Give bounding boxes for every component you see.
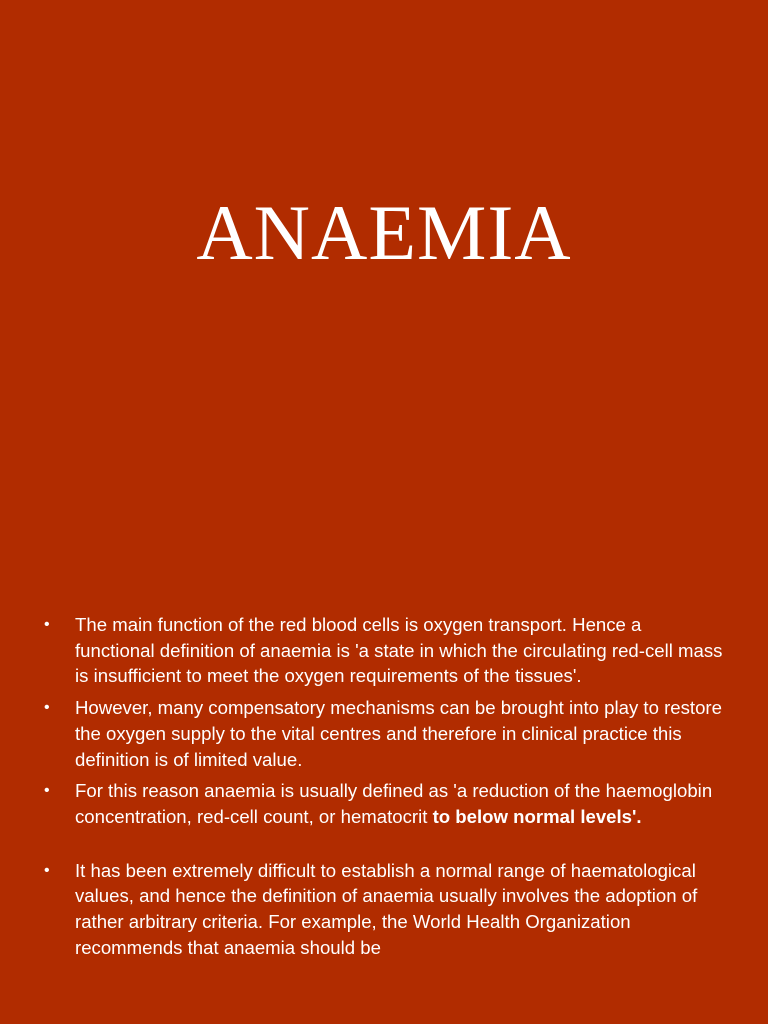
bullet-item [44, 612, 724, 689]
bullet-icon: • [44, 699, 50, 717]
bullet-item [44, 858, 724, 961]
bullet-text: It has been extremely difficult to establish a normal range of haematological values, and hence the definition of anaemia usually involves the adoption of rather arbitrary criteria. For example, the World Health Organization recommends that anaemia should be [75, 859, 698, 958]
bullet-text: The main function of the red blood cells is oxygen transport. Hence a functional definition of anaemia is 'a state in which the circulating red-cell mass is insufficient to meet the oxygen requirements of the tissues'. [75, 614, 723, 687]
bullet-text: For this reason anaemia is usually defined as 'a reduction of the haemoglobin concentration, red-cell count, or hematocrit [75, 780, 713, 827]
bullet-bold-text: to below normal levels'. [432, 805, 642, 827]
slide-title: ANAEMIA [196, 189, 572, 276]
bullet-icon: • [44, 782, 50, 800]
bullet-item [44, 695, 724, 772]
bullet-item [44, 778, 724, 829]
bullet-icon: • [44, 861, 50, 879]
bullet-text: However, many compensatory mechanisms can be brought into play to restore the oxygen supply to the vital centres and therefore in clinical practice this definition is of limited value. [75, 697, 722, 770]
bullet-list [44, 612, 724, 966]
bullet-icon: • [44, 616, 50, 633]
